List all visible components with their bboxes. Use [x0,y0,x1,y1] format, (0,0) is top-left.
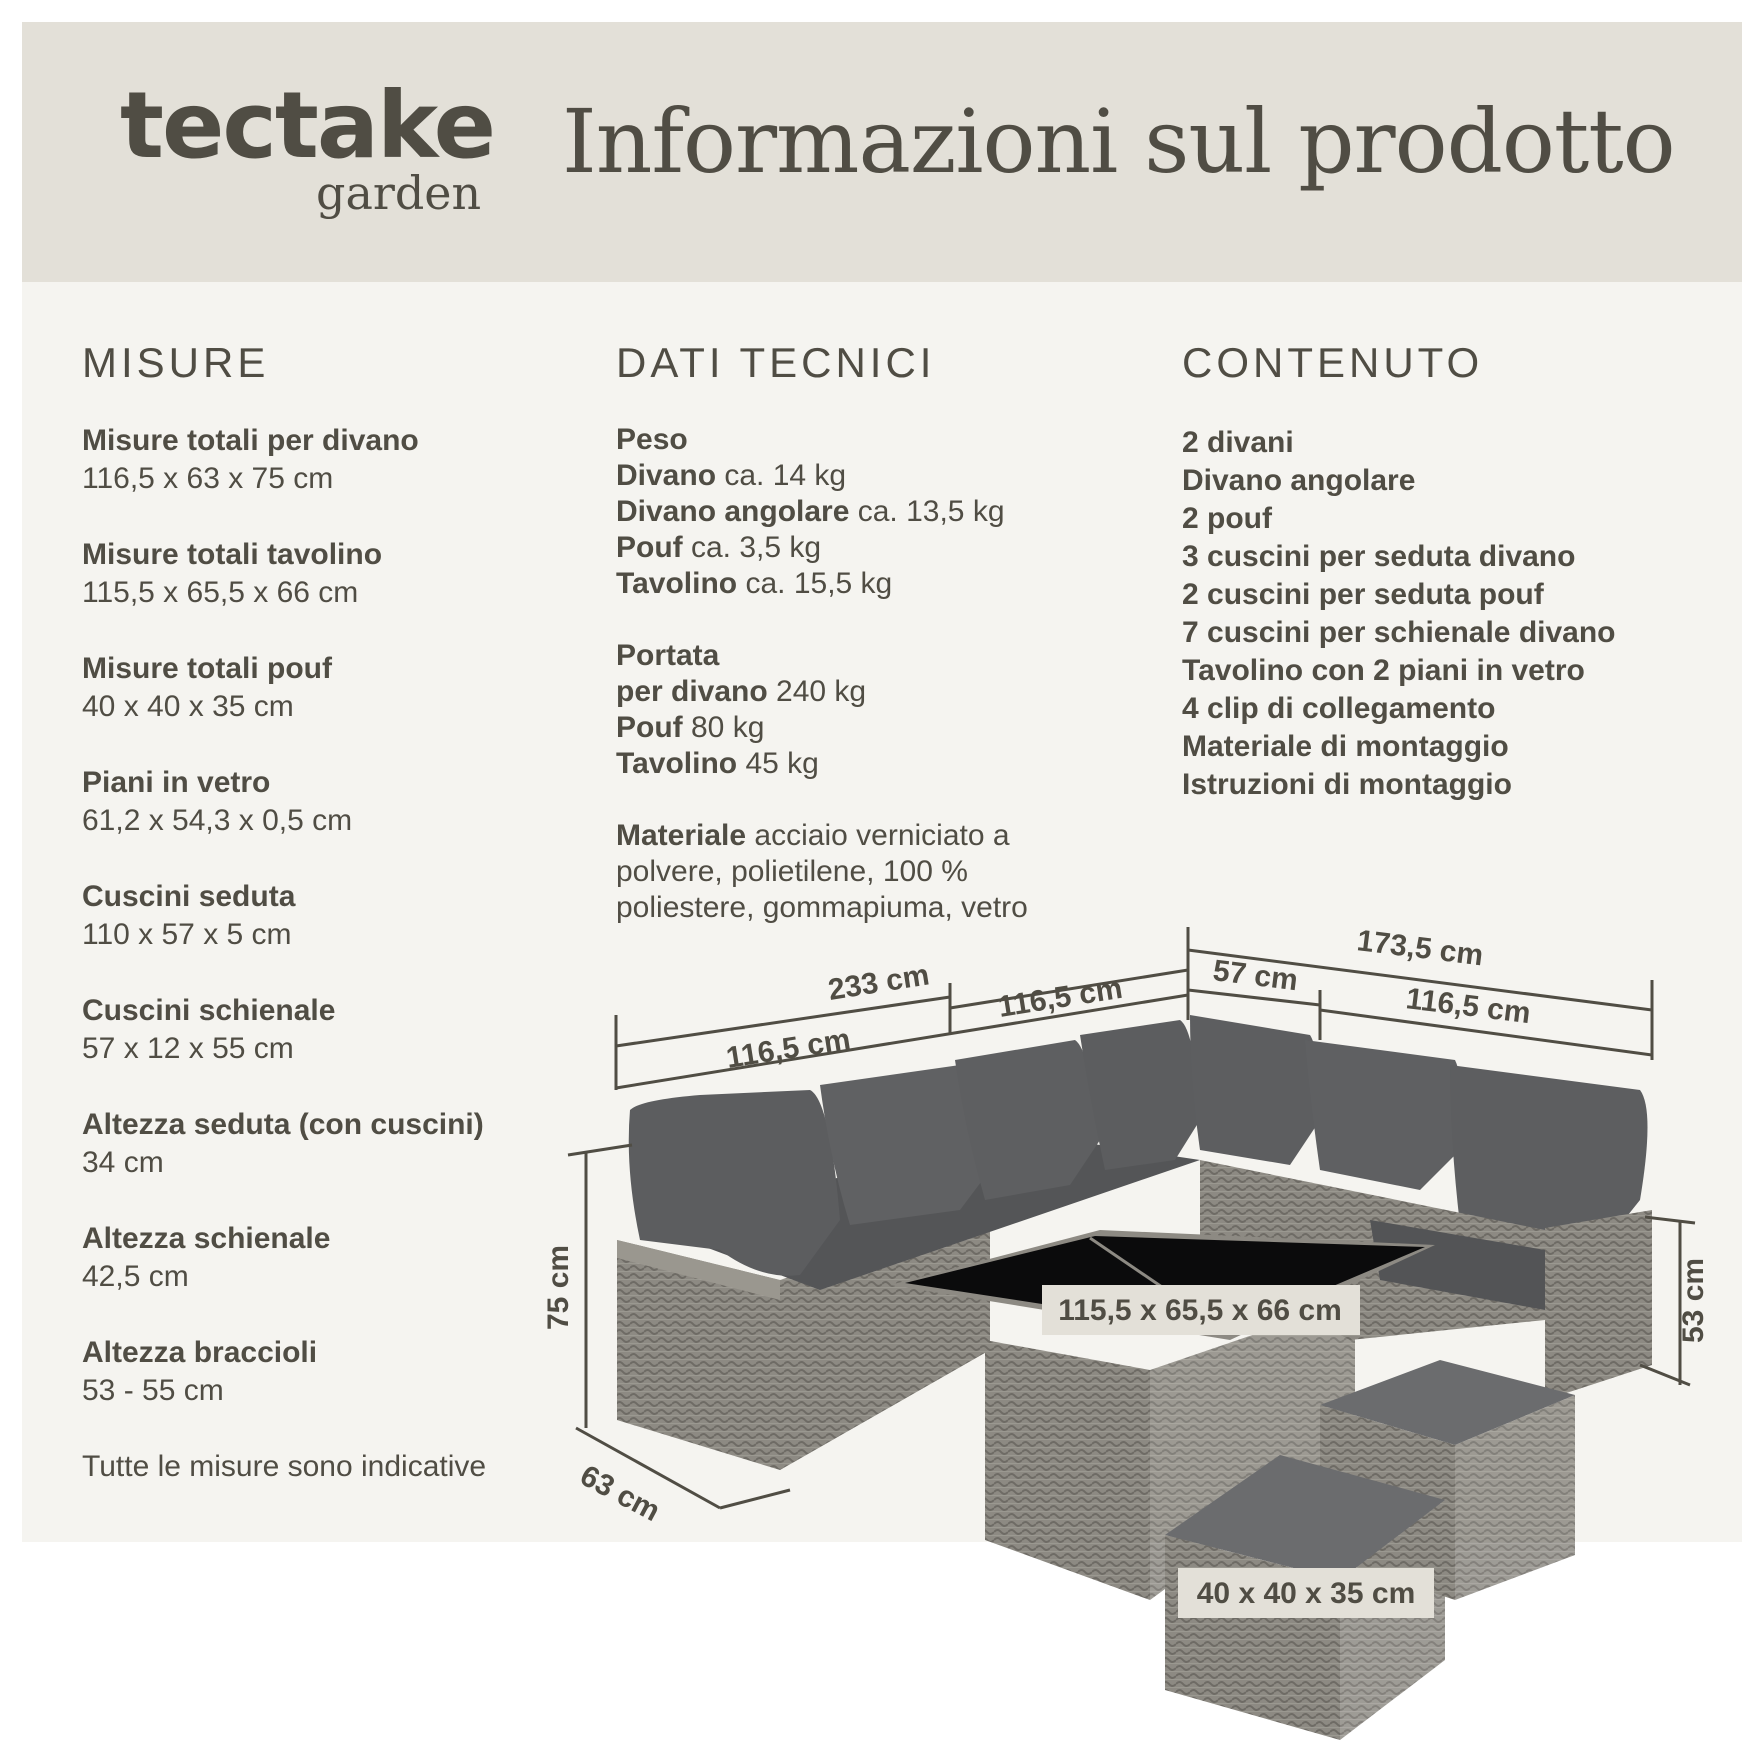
dim-total-right: 173,5 cm [1355,924,1486,973]
measure-value: 53 - 55 cm [82,1374,224,1407]
load-label: Pouf [616,711,683,744]
weight-label: Tavolino [616,567,738,600]
measure-value: 110 x 57 x 5 cm [82,918,292,951]
load-value: 80 kg [691,711,765,744]
list-item: 2 pouf [1182,502,1272,535]
dim-left-a: 116,5 cm [723,1022,853,1075]
material-label: Materiale [616,819,747,852]
load-label: Tavolino [616,747,738,780]
measure-value: 57 x 12 x 55 cm [82,1032,294,1065]
weight-value: ca. 15,5 kg [745,567,893,600]
load-value: 240 kg [776,675,867,708]
material-line: acciaio verniciato a [754,819,1010,852]
load-value: 45 kg [745,747,819,780]
list-item: Istruzioni di montaggio [1182,768,1512,801]
measure-label: Altezza schienale [82,1222,331,1255]
dim-depth: 63 cm [574,1459,666,1529]
weight-value: ca. 14 kg [724,459,847,492]
measure-value: 34 cm [82,1146,164,1179]
weight-label: Pouf [616,531,683,564]
list-item: 3 cuscini per seduta divano [1182,540,1576,573]
dim-total-left: 233 cm [825,958,932,1007]
weight-label: Divano angolare [616,495,850,528]
table-size-badge [1042,1285,1360,1335]
measure-label: Cuscini schienale [82,994,336,1027]
list-item: Divano angolare [1182,464,1416,497]
brand-logo: tectake [120,72,495,179]
weight-title: Peso [616,423,688,456]
measure-label: Misure totali pouf [82,652,332,685]
dim-right-a: 57 cm [1211,954,1300,998]
measure-label: Altezza braccioli [82,1336,318,1369]
measure-value: 115,5 x 65,5 x 66 cm [82,576,359,609]
measure-value: 116,5 x 63 x 75 cm [82,462,334,495]
dim-right-b: 116,5 cm [1404,982,1533,1031]
pouf-size-badge [1178,1568,1434,1618]
weight-value: ca. 3,5 kg [691,531,822,564]
page-title: Informazioni sul prodotto [562,90,1675,193]
contents-heading: CONTENUTO [1182,339,1484,386]
weight-label: Divano [616,459,717,492]
tech-heading: DATI TECNICI [616,339,936,386]
material-line: poliestere, gommapiuma, vetro [616,891,1028,924]
measure-value: 42,5 cm [82,1260,189,1293]
measure-value: 40 x 40 x 35 cm [82,690,294,723]
dim-arm-height: 53 cm [1677,1257,1710,1343]
measure-label: Misure totali tavolino [82,538,383,571]
load-label: per divano [616,675,768,708]
measures-heading: MISURE [82,339,270,386]
measures-note: Tutte le misure sono indicative [82,1450,487,1483]
list-item: 4 clip di collegamento [1182,692,1496,725]
measure-label: Misure totali per divano [82,424,419,457]
dim-left-b: 116,5 cm [995,971,1125,1024]
table-size-label: 115,5 x 65,5 x 66 cm [1058,1294,1342,1327]
pouf-size-label: 40 x 40 x 35 cm [1196,1577,1416,1610]
measure-label: Cuscini seduta [82,880,296,913]
brand-logo-sub: garden [316,166,482,220]
list-item: Tavolino con 2 piani in vetro [1182,654,1585,687]
list-item: 2 divani [1182,426,1294,459]
material-line: polvere, polietilene, 100 % [616,855,968,888]
measure-label: Altezza seduta (con cuscini) [82,1108,484,1141]
list-item: 2 cuscini per seduta pouf [1182,578,1544,611]
dim-height: 75 cm [542,1244,575,1330]
measure-value: 61,2 x 54,3 x 0,5 cm [82,804,353,837]
list-item: 7 cuscini per schienale divano [1182,616,1616,649]
list-item: Materiale di montaggio [1182,730,1509,763]
load-title: Portata [616,639,720,672]
weight-value: ca. 13,5 kg [857,495,1005,528]
measure-label: Piani in vetro [82,766,271,799]
